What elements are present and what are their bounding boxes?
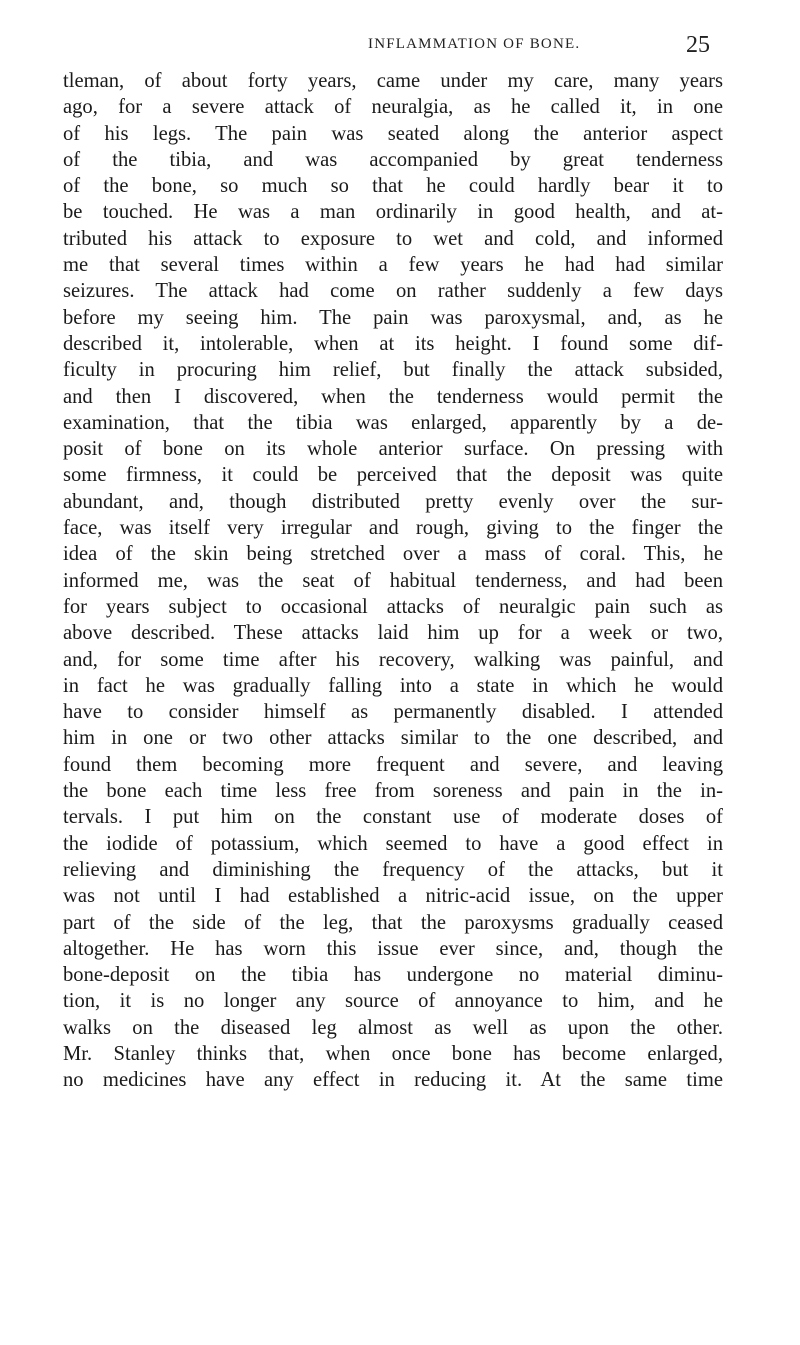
body-paragraph [63, 68, 723, 1094]
text-line: for years subject to occasional attacks of neuralgic pain such as [63, 595, 723, 618]
text-line: the bone each time less free from soreness and pain in the in- [63, 780, 723, 803]
text-line: abundant, and, though distributed pretty evenly over the sur- [63, 490, 723, 513]
running-title: INFLAMMATION OF BONE. [368, 36, 581, 52]
text-line: Mr. Stanley thinks that, when once bone has become enlarged, [63, 1042, 723, 1065]
text-line: tervals. I put him on the constant use of moderate doses of [63, 806, 723, 829]
text-line: idea of the skin being stretched over a mass of coral. This, he [63, 543, 723, 566]
text-line: have to consider himself as permanently disabled. I attended [63, 701, 723, 724]
text-line: walks on the diseased leg almost as well as upon the other. [63, 1016, 723, 1039]
text-line: him in one or two other attacks similar to the one described, and [63, 727, 723, 750]
text-line: above described. These attacks laid him up for a week or two, [63, 622, 723, 645]
text-line: be touched. He was a man ordinarily in good health, and at- [63, 201, 723, 224]
text-line: of his legs. The pain was seated along the anterior aspect [63, 122, 723, 145]
text-line: before my seeing him. The pain was paroxysmal, and, as he [63, 306, 723, 329]
text-line: face, was itself very irregular and rough, giving to the finger the [63, 517, 723, 540]
text-line: and then I discovered, when the tenderness would permit the [63, 385, 723, 408]
text-line: ficulty in procuring him relief, but finally the attack subsided, [63, 359, 723, 382]
text-line: some firmness, it could be perceived that the deposit was quite [63, 464, 723, 487]
text-line: altogether. He has worn this issue ever since, and, though the [63, 937, 723, 960]
text-line: no medicines have any effect in reducing it. At the same time [63, 1069, 723, 1092]
text-line: posit of bone on its whole anterior surface. On pressing with [63, 438, 723, 461]
running-head [0, 0, 800, 60]
text-line: bone-deposit on the tibia has undergone no material diminu- [63, 964, 723, 987]
text-line: part of the side of the leg, that the paroxysms gradually ceased [63, 911, 723, 934]
text-line: and, for some time after his recovery, walking was painful, and [63, 648, 723, 671]
text-line: seizures. The attack had come on rather suddenly a few days [63, 280, 723, 303]
text-line: the iodide of potassium, which seemed to have a good effect in [63, 832, 723, 855]
text-line: tion, it is no longer any source of annoyance to him, and he [63, 990, 723, 1013]
text-line: of the tibia, and was accompanied by great tenderness [63, 148, 723, 171]
text-line: ago, for a severe attack of neuralgia, as he called it, in one [63, 96, 723, 119]
text-line: examination, that the tibia was enlarged, apparently by a de- [63, 411, 723, 434]
text-line: described it, intolerable, when at its height. I found some dif- [63, 332, 723, 355]
text-line: found them becoming more frequent and severe, and leaving [63, 753, 723, 776]
text-line: informed me, was the seat of habitual tenderness, and had been [63, 569, 723, 592]
text-line: of the bone, so much so that he could hardly bear it to [63, 175, 723, 198]
text-line: relieving and diminishing the frequency of the attacks, but it [63, 858, 723, 881]
page-number: 25 [686, 32, 710, 58]
text-line: in fact he was gradually falling into a state in which he would [63, 674, 723, 697]
text-line: tributed his attack to exposure to wet and cold, and informed [63, 227, 723, 250]
text-line: was not until I had established a nitric-acid issue, on the upper [63, 885, 723, 908]
text-line: tleman, of about forty years, came under my care, many years [63, 70, 723, 92]
text-line: me that several times within a few years he had had similar [63, 254, 723, 277]
